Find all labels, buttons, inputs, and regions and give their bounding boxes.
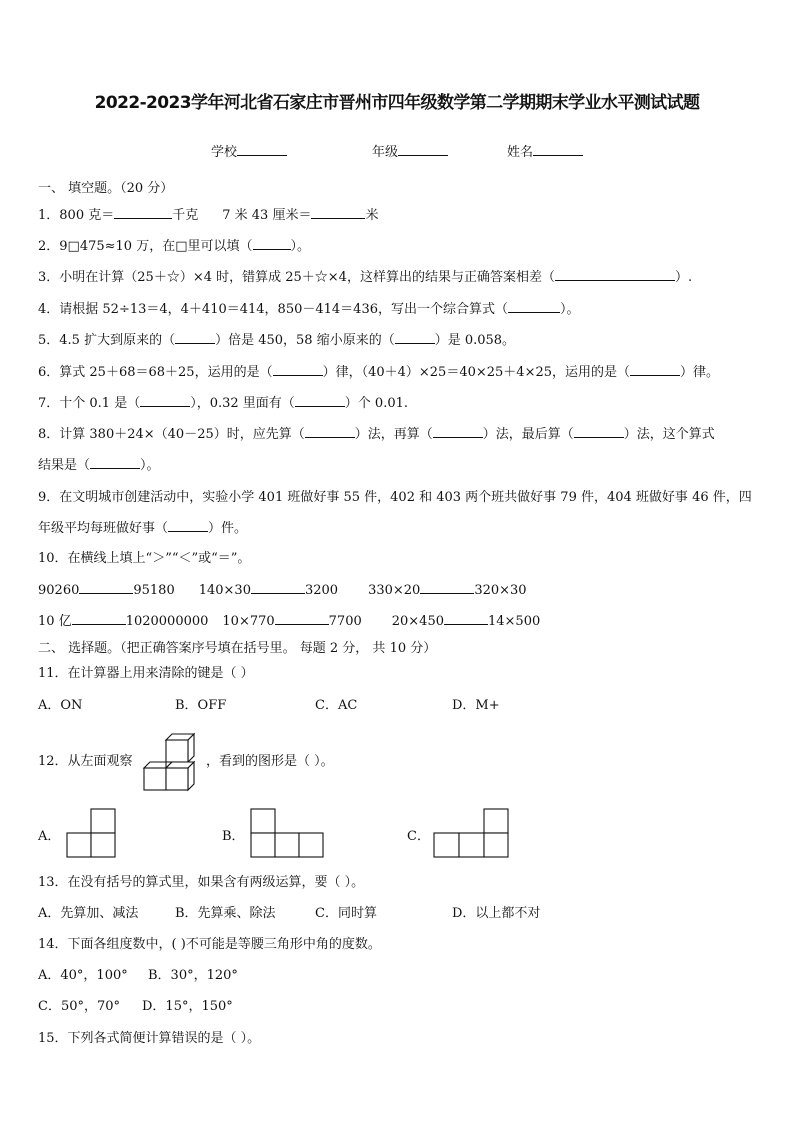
question-10-row-2	[38, 613, 758, 631]
q1-blank-1[interactable]	[114, 218, 172, 219]
grade-field	[372, 141, 448, 160]
q13-option-d[interactable]: D．以上都不对	[452, 906, 541, 921]
q13-option-a[interactable]: A．先算加、减法	[38, 906, 139, 921]
q7-blank-2[interactable]	[295, 406, 345, 407]
question-10-row-1	[38, 582, 758, 600]
compare-item: 14×500	[488, 614, 541, 629]
question-3	[38, 269, 758, 287]
name-label: 姓名	[507, 145, 534, 160]
compare-item: 90260	[38, 583, 80, 598]
option-c-shape	[433, 808, 513, 860]
q5-text-b: ）倍是 450，58 缩小原来的（	[215, 333, 395, 348]
question-9	[38, 489, 758, 507]
question-8	[38, 426, 758, 444]
q6-text-a: 6．算式 25＋68＝68＋25，运用的是（	[38, 365, 273, 380]
question-12-text-b: ，看到的图形是（ ）。	[206, 754, 334, 769]
q8-text-b: ）法，再算（	[354, 427, 433, 442]
section-fill-heading: 一、 填空题。（20 分）	[38, 181, 174, 196]
q1-text-a: 1．800 克＝	[38, 208, 115, 223]
q5-blank-2[interactable]	[395, 343, 435, 344]
q6-blank-1[interactable]	[273, 375, 323, 376]
q8-text-e: 结果是（	[38, 458, 91, 473]
compare-blank[interactable]	[420, 593, 474, 594]
question-9-cont	[38, 520, 758, 538]
q6-blank-2[interactable]	[630, 375, 680, 376]
q8-blank-2[interactable]	[433, 437, 483, 438]
compare-item: 20×450	[391, 614, 444, 629]
compare-item: 1020000000	[125, 614, 209, 629]
q12-option-b[interactable]: B．	[222, 829, 245, 844]
name-field	[507, 141, 583, 160]
q3-text-a: 3．小明在计算（25＋☆）×4 时，错算成 25＋☆×4，这样算出的结果与正确答案相差（	[38, 270, 555, 285]
question-5	[38, 332, 758, 350]
q4-text-a: 4．请根据 52÷13＝4，4＋410＝414，850－414＝436，写出一个综合算式（	[38, 302, 508, 317]
school-label: 学校	[211, 145, 238, 160]
compare-item: 95180	[133, 583, 175, 598]
question-12-text-a: 12．从左面观察	[38, 754, 133, 769]
q9-text-a: 9．在文明城市创建活动中，实验小学 401 班做好事 55 件，402 和 403 两个班共做好事 79 件，404 班做好事 46 件，四	[38, 490, 752, 505]
question-2	[38, 238, 758, 256]
q4-text-b: ）。	[560, 302, 580, 317]
q13-option-b[interactable]: B．先算乘、除法	[175, 906, 276, 921]
q7-text-c: ）个 0.01.	[344, 396, 409, 411]
compare-blank[interactable]	[72, 624, 126, 625]
q6-text-c: ）律。	[680, 365, 720, 380]
compare-item: 3200	[304, 583, 339, 598]
q6-text-b: ）律，（40＋4）×25＝40×25＋4×25，运用的是（	[322, 365, 631, 380]
q8-text-a: 8．计算 380＋24×（40－25）时，应先算（	[38, 427, 305, 442]
compare-item: 7700	[328, 614, 362, 629]
q5-blank-1[interactable]	[175, 343, 215, 344]
q2-text-a: 2．9□475≈10 万，在□里可以填（	[38, 239, 253, 254]
compare-item: 10 亿	[38, 614, 72, 629]
q1-text-d: 米	[365, 208, 379, 223]
q8-text-c: ）法，最后算（	[482, 427, 574, 442]
name-blank[interactable]	[533, 155, 583, 156]
q3-blank[interactable]	[555, 280, 675, 281]
q11-option-a[interactable]: A．ON	[38, 698, 83, 713]
q3-text-b: ）.	[674, 270, 693, 285]
compare-blank[interactable]	[275, 624, 329, 625]
q1-text-b: 千克	[172, 208, 199, 223]
q9-text-b: 年级平均每班做好事（	[38, 521, 169, 536]
compare-blank[interactable]	[79, 593, 133, 594]
cube-stack-figure	[136, 732, 206, 792]
question-11: 11．在计算器上用来清除的键是（ ）	[38, 666, 254, 681]
grade-blank[interactable]	[398, 155, 448, 156]
q14-option-d[interactable]: D．15°，150°	[142, 999, 233, 1014]
question-14: 14．下面各组度数中，( )不可能是等腰三角形中角的度数。	[38, 937, 381, 952]
page-title: 2022-2023学年河北省石家庄市晋州市四年级数学第二学期期末学业水平测试试题	[94, 93, 700, 113]
q9-blank[interactable]	[168, 531, 208, 532]
q4-blank[interactable]	[508, 312, 560, 313]
q13-option-c[interactable]: C．同时算	[315, 906, 377, 921]
question-10: 10．在横线上填上“＞”“＜”或“＝”。	[38, 551, 251, 566]
q7-text-b: ），0.32 里面有（	[190, 396, 295, 411]
q14-option-c[interactable]: C．50°，70°	[38, 999, 121, 1014]
q14-option-b[interactable]: B．30°，120°	[148, 968, 238, 983]
compare-item: 320×30	[474, 583, 527, 598]
question-13: 13．在没有括号的算式里，如果含有两级运算，要（ ）。	[38, 875, 365, 890]
q7-blank-1[interactable]	[140, 406, 190, 407]
compare-item: 330×20	[368, 583, 421, 598]
q7-text-a: 7．十个 0.1 是（	[38, 396, 141, 411]
option-a-shape	[66, 808, 118, 860]
q8-text-d: ）法，这个算式	[623, 427, 715, 442]
q8-blank-4[interactable]	[90, 468, 140, 469]
q2-text-b: ）。	[290, 239, 311, 254]
compare-item: 10×770	[222, 614, 275, 629]
q8-blank-1[interactable]	[305, 437, 355, 438]
question-7	[38, 395, 758, 413]
question-15: 15．下列各式简便计算错误的是（ ）。	[38, 1031, 261, 1046]
question-4	[38, 301, 758, 319]
q8-blank-3[interactable]	[574, 437, 624, 438]
school-blank[interactable]	[237, 155, 287, 156]
q1-text-c: 7 米 43 厘米＝	[222, 208, 312, 223]
q12-option-a[interactable]: A．	[38, 829, 61, 844]
q8-text-f: ）。	[140, 458, 160, 473]
question-6	[38, 364, 758, 382]
grade-label: 年级	[372, 145, 399, 160]
q11-option-c[interactable]: C．AC	[315, 698, 358, 713]
compare-blank[interactable]	[444, 624, 488, 625]
school-field	[211, 141, 287, 160]
option-b-shape	[250, 808, 328, 860]
question-1	[38, 207, 758, 225]
q9-text-c: ）件。	[208, 521, 248, 536]
q2-blank[interactable]	[253, 249, 291, 250]
compare-blank[interactable]	[251, 593, 305, 594]
question-8-cont	[38, 457, 758, 475]
q11-option-b[interactable]: B．OFF	[175, 698, 227, 713]
q5-text-a: 5．4.5 扩大到原来的（	[38, 333, 176, 348]
q11-option-d[interactable]: D．M+	[452, 698, 500, 713]
q12-option-c[interactable]: C．	[407, 829, 430, 844]
q1-blank-2[interactable]	[311, 218, 365, 219]
q5-text-c: ）是 0.058。	[434, 333, 516, 348]
compare-item: 140×30	[198, 583, 251, 598]
q14-option-a[interactable]: A．40°，100°	[38, 968, 128, 983]
section-choice-heading: 二、 选择题。（把正确答案序号填在括号里。 每题 2 分， 共 10 分）	[38, 641, 437, 656]
